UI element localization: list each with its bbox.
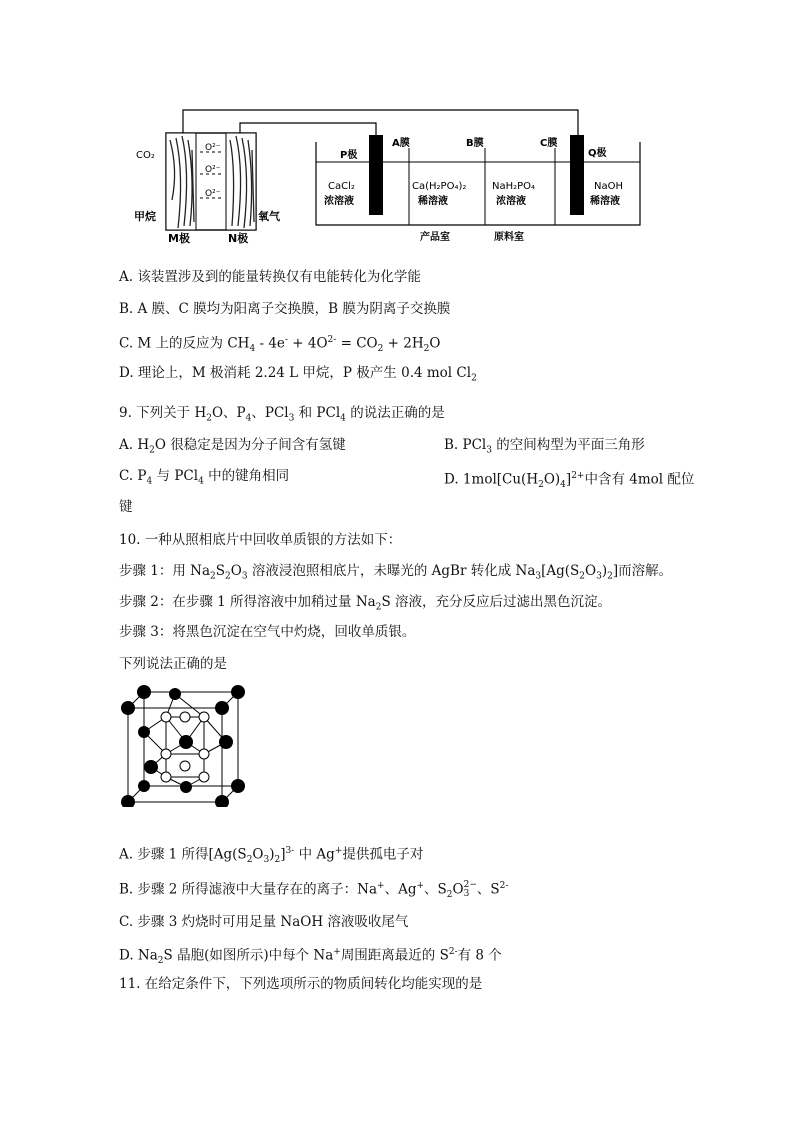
q10-stem: 10. 一种从照相底片中回收单质银的方法如下： — [119, 532, 402, 548]
q8-option-d: D. 理论上，M 极消耗 2.24 L 甲烷，P 极产生 0.4 mol $Cl_2$ — [119, 365, 477, 384]
solution-1-concentration: 浓溶液 — [324, 196, 354, 207]
q10-option-a: A. 步骤 1 所得$[Ag(S_2O_3)_2]^{3-}$ 中 Ag+提供孤电子对 — [119, 846, 424, 866]
product-room-label: 产品室 — [420, 232, 450, 243]
n-electrode-label: N极 — [228, 232, 249, 245]
oxide-ion-label-1: O²⁻ — [205, 143, 221, 153]
solution-3-formula: NaH₂PO₄ — [492, 181, 536, 192]
q9-option-a: A. $H_2O$ 很稳定是因为分子间含有氢键 — [119, 437, 346, 456]
q10-step-2: 步骤 2：在步骤 1 所得溶液中加稍过量 $Na_2S$ 溶液，充分反应后过滤出黑色沉淀。 — [119, 594, 611, 613]
membrane-b-label: B膜 — [466, 138, 484, 149]
membrane-c-label: C膜 — [540, 138, 558, 149]
solution-4-formula: NaOH — [594, 181, 623, 192]
raw-room-label: 原料室 — [494, 232, 524, 243]
solution-2-concentration: 稀溶液 — [418, 196, 448, 207]
q10-option-b: B. 步骤 2 所得滤液中大量存在的离子：Na+、Ag+、$S_2O$ 2− 3 、$S^{2-}$ — [119, 880, 509, 901]
q-electrode-label: Q极 — [588, 148, 607, 159]
q11-stem: 11. 在给定条件下，下列选项所示的物质间转化均能实现的是 — [119, 976, 483, 992]
q10-step-1: 步骤 1：用 $Na_2S_2O_3$ 溶液浸泡照相底片，未曝光的 AgBr 转化成 $Na_3[Ag(S_2O_3)_2]$而溶解。 — [119, 563, 673, 582]
membrane-a-label: A膜 — [392, 138, 410, 149]
m-electrode-label: M极 — [168, 232, 190, 245]
oxide-ion-label-3: O²⁻ — [205, 189, 221, 199]
solution-3-concentration: 浓溶液 — [496, 196, 526, 207]
p-electrode-label: P极 — [340, 150, 358, 161]
q10-question: 下列说法正确的是 — [119, 656, 227, 672]
q8-option-c: C. M 上的反应为 $CH_4 - 4e^- + 4O^{2-} = CO_2 + 2H_2O$ — [119, 335, 441, 355]
q8-option-a: A. 该装置涉及到的能量转换仅有电能转化为化学能 — [119, 269, 421, 285]
co2-label: CO₂ — [136, 150, 155, 161]
electrolysis-diagram — [0, 0, 794, 260]
p-electrode-plate — [369, 135, 383, 215]
q10-option-d: D. $Na_2S$ 晶胞(如图所示)中每个 Na+周围距离最近的 $S^{2-}$有 8 个 — [119, 947, 502, 967]
oxide-ion-label-2: O²⁻ — [205, 165, 221, 175]
q10-option-c: C. 步骤 3 灼烧时可用足量 NaOH 溶液吸收尾气 — [119, 914, 409, 930]
na2s-unit-cell-diagram — [116, 682, 256, 807]
q-electrode-plate — [570, 135, 584, 215]
q9-option-d-wrap: 键 — [119, 499, 133, 515]
n-electrode-plate — [226, 133, 256, 230]
q10-step-3: 步骤 3：将黑色沉淀在空气中灼烧，回收单质银。 — [119, 624, 416, 640]
q9-option-d: D. $1mol[Cu(H_2O)_4]^{2+}$中含有 4mol 配位 — [444, 471, 695, 491]
q8-option-b: B. A 膜、C 膜均为阳离子交换膜，B 膜为阴离子交换膜 — [119, 301, 451, 317]
solution-1-formula: CaCl₂ — [328, 181, 355, 192]
oxygen-label: 氧气 — [258, 210, 280, 223]
q9-option-c: C. $P_4$ 与 PCl$_4$ 中的键角相同 — [119, 468, 290, 487]
solution-2-formula: Ca(H₂PO₄)₂ — [412, 181, 467, 192]
m-electrode-plate — [166, 133, 196, 230]
q9-option-b: B. PCl$_3$ 的空间构型为平面三角形 — [444, 437, 645, 456]
solution-4-concentration: 稀溶液 — [590, 196, 620, 207]
methane-label: 甲烷 — [134, 210, 156, 223]
q9-stem: 9. 下列关于 $H_2O$、$P_4$、PCl$_3$ 和 PCl$_4$ 的说法正确的是 — [119, 405, 445, 424]
